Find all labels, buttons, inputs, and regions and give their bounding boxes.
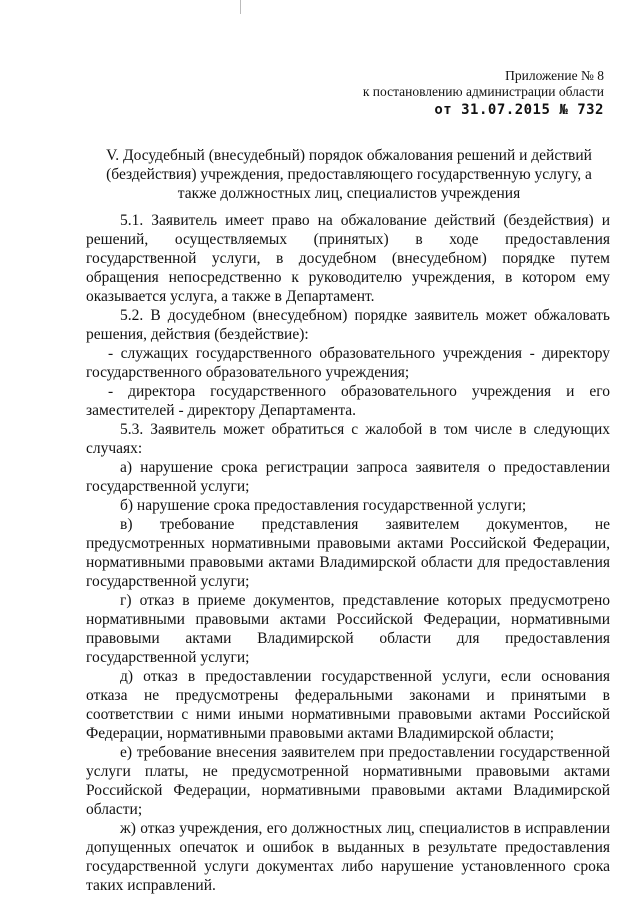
list-item: - служащих государственного образовательного учреждения - директору государственного образовательного учреждения; <box>86 345 610 381</box>
paragraph-5-3: 5.3. Заявитель может обратиться с жалобой в том числе в следующих случаях: <box>86 421 610 457</box>
paragraph-5-2: 5.2. В досудебном (внесудебном) порядке заявитель может обжаловать решения, действия (бездействие): <box>86 307 610 343</box>
list-item: д) отказ в предоставлении государственной услуги, если основания отказа не предусмотрены федеральными законами и принятыми в соответствии с ними иными нормативными правовыми актами Российской Федерации, нормативными правовыми актами Владимирской области; <box>86 668 610 742</box>
resolution-date-stamp: от 31.07.2015 № 732 <box>434 102 604 118</box>
document-body <box>86 211 610 895</box>
appendix-number: Приложение № 8 <box>505 68 604 83</box>
appendix-header <box>363 68 604 118</box>
appendix-resolution: к постановлению администрации области <box>362 84 604 99</box>
list-item: е) требование внесения заявителем при предоставлении государственной услуги платы, не предусмотренной нормативными правовыми актами Российской Федерации, нормативными правовыми актами Владимирской области; <box>86 744 610 818</box>
list-item: в) требование представления заявителем документов, не предусмотренных нормативными правовыми актами Российской Федерации, нормативными правовыми актами Владимирской области для предоставления государственной услуги; <box>86 516 610 590</box>
paragraph-5-1: 5.1. Заявитель имеет право на обжалование действий (бездействия) и решений, осуществляемых (принятых) в ходе предоставления государственной услуги, в досудебном (внесудебном) порядке путем обращения непосредственно к руководителю учреждения, в котором ему оказывается услуга, а также в Департамент. <box>86 212 610 305</box>
scan-mark <box>240 0 241 14</box>
list-item: а) нарушение срока регистрации запроса заявителя о предоставлении государственной услуги; <box>86 459 610 495</box>
list-item: б) нарушение срока предоставления государственной услуги; <box>120 497 527 514</box>
list-item: ж) отказ учреждения, его должностных лиц, специалистов в исправлении допущенных опечаток и ошибок в выданных в результате предоставления государственной услуги документах либо нарушение установленного срока таких исправлений. <box>86 820 610 894</box>
list-item: - директора государственного образовательного учреждения и его заместителей - директору Департамента. <box>86 383 610 419</box>
list-item: г) отказ в приеме документов, представление которых предусмотрено нормативными правовыми актами Российской Федерации, нормативными правовыми актами Владимирской области для предоставления государственной услуги; <box>86 592 610 666</box>
section-title: V. Досудебный (внесудебный) порядок обжалования решений и действий (бездействия) учреждения, предоставляющего государственную услугу, а также должностных лиц, специалистов учреждения <box>106 147 592 202</box>
